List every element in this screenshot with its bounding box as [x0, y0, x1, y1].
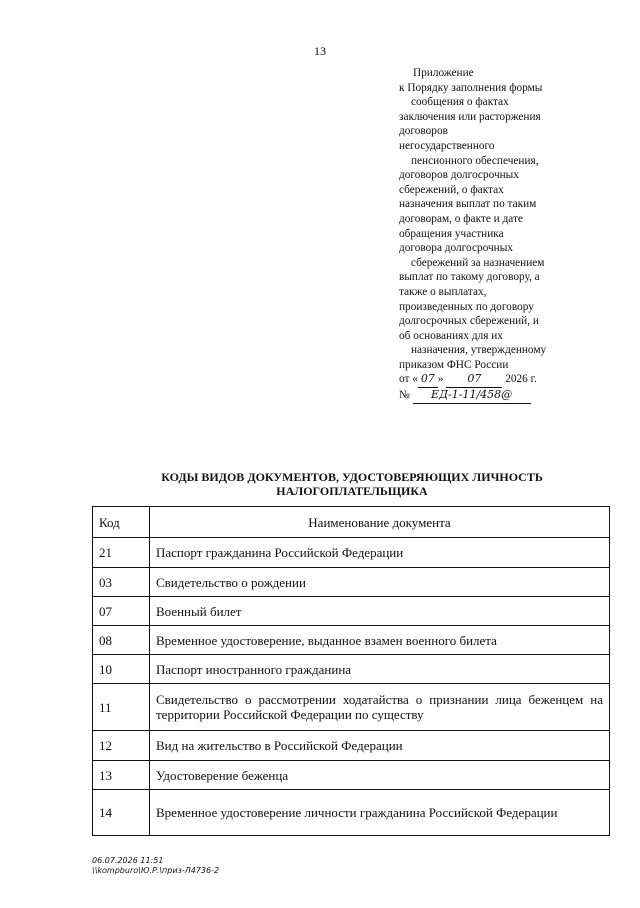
date-prefix: от «: [399, 373, 418, 386]
cell-name: Временное удостоверение, выданное взамен военного билета: [150, 626, 610, 655]
cell-code: 13: [93, 761, 150, 790]
appendix-line: к Порядку заполнения формы: [399, 81, 543, 94]
date-day: 07: [418, 372, 438, 388]
table-row: [93, 597, 610, 626]
document-codes-table: [92, 506, 610, 836]
table-row: [93, 626, 610, 655]
cell-name: Временное удостоверение личности гражданина Российской Федерации: [150, 790, 610, 836]
cell-name: Паспорт иностранного гражданина: [150, 655, 610, 684]
appendix-line: сообщения о фактах: [411, 96, 509, 109]
appendix-line: также о выплатах,: [399, 285, 487, 298]
cell-code: 11: [93, 684, 150, 731]
table-row: [93, 731, 610, 761]
date-year: 2026 г.: [505, 373, 537, 386]
number-value: ЕД-1-11/458@: [413, 388, 531, 404]
appendix-line: долгосрочных сбережений, и: [399, 315, 539, 328]
appendix-block: [399, 66, 599, 404]
cell-code: 03: [93, 568, 150, 597]
cell-name: Удостоверение беженца: [150, 761, 610, 790]
table-row: [93, 655, 610, 684]
page-number: 13: [314, 44, 326, 58]
cell-name: Вид на жительство в Российской Федерации: [150, 731, 610, 761]
footer-stamp: [92, 856, 219, 876]
table-row: [93, 790, 610, 836]
cell-code: 07: [93, 597, 150, 626]
appendix-line: сбережений за назначением: [411, 256, 545, 269]
appendix-line: сбережений, о фактах: [399, 183, 504, 196]
cell-code: 21: [93, 538, 150, 568]
table-row: [93, 538, 610, 568]
order-date: [399, 372, 599, 388]
footer-file-path: \\kompburo\Ю.Р.\приз-Л4736-2: [92, 866, 220, 875]
appendix-line: договоров: [399, 125, 448, 138]
table-row: [93, 684, 610, 731]
cell-name: Военный билет: [150, 597, 610, 626]
appendix-line: договора долгосрочных: [399, 242, 513, 255]
column-header-code: Код: [93, 507, 150, 538]
cell-name: Свидетельство о рассмотрении ходатайства о признании лица беженцем на территории Российской Федерации по существу: [150, 684, 610, 731]
heading-line: НАЛОГОПЛАТЕЛЬЩИКА: [276, 484, 428, 498]
number-prefix: №: [399, 389, 410, 402]
appendix-line: назначения, утвержденному: [411, 344, 547, 357]
document-heading: [92, 470, 612, 498]
appendix-line: договорам, о факте и дате: [399, 212, 523, 225]
appendix-line: договоров долгосрочных: [399, 169, 519, 182]
table-row: [93, 761, 610, 790]
heading-line: КОДЫ ВИДОВ ДОКУМЕНТОВ, УДОСТОВЕРЯЮЩИХ ЛИЧНОСТЬ: [161, 470, 543, 484]
appendix-line: назначения выплат по таким: [399, 198, 537, 211]
cell-name: Паспорт гражданина Российской Федерации: [150, 538, 610, 568]
appendix-line: выплат по такому договору, а: [399, 271, 540, 284]
appendix-line: обращения участника: [399, 227, 504, 240]
cell-code: 10: [93, 655, 150, 684]
order-number: [399, 388, 599, 404]
table-header-row: [93, 507, 610, 538]
cell-code: 14: [93, 790, 150, 836]
column-header-name: Наименование документа: [150, 507, 610, 538]
appendix-line: пенсионного обеспечения,: [411, 154, 539, 167]
appendix-line: приказом ФНС России: [399, 358, 509, 371]
footer-timestamp: 06.07.2026 11:51: [92, 856, 164, 865]
cell-code: 08: [93, 626, 150, 655]
cell-code: 12: [93, 731, 150, 761]
table-row: [93, 568, 610, 597]
appendix-line: Приложение: [413, 67, 474, 79]
cell-name: Свидетельство о рождении: [150, 568, 610, 597]
appendix-line: об основаниях для их: [399, 329, 503, 342]
appendix-line: заключения или расторжения: [399, 110, 541, 123]
appendix-line: произведенных по договору: [399, 300, 534, 313]
appendix-line: негосударственного: [399, 139, 495, 152]
date-month: 07: [446, 372, 502, 388]
date-mid: »: [437, 373, 444, 386]
